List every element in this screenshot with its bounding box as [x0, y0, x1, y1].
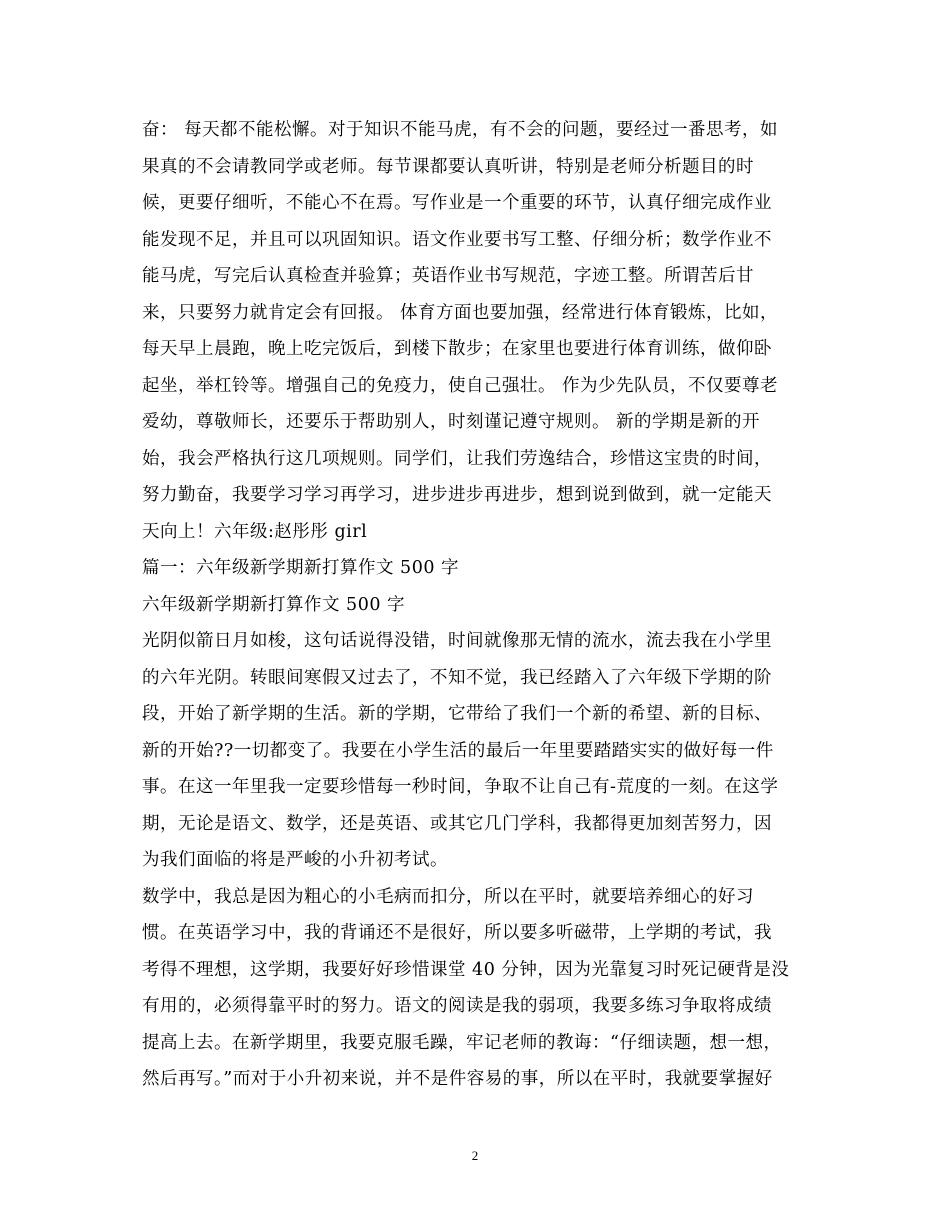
text-line: 起坐，举杠铃等。增强自己的免疫力，使自己强壮。 作为少先队员，不仅要尊老	[142, 375, 779, 396]
body-text	[142, 112, 808, 1098]
text-line: 事。在这一年里我一定要珍惜每一秒时间，争取不让自己有-荒度的一刻。在这学	[142, 777, 779, 797]
text-line: 考得不理想，这学期，我要好好珍惜课堂 40 分钟，因为光靠复习时死记硬背是没	[142, 959, 790, 980]
text-line: 候，更要仔细听，不能心不在焉。写作业是一个重要的环节，认真仔细完成作业	[142, 193, 772, 213]
text-line: 期，无论是语文、数学，还是英语、或其它几门学科，我都得更加刻苦努力，因	[142, 813, 772, 834]
text-line: 每天早上晨跑，晚上吃完饭后，到楼下散步；在家里也要进行体育训练，做仰卧	[142, 339, 772, 359]
text-line: 数学中，我总是因为粗心的小毛病而扣分，所以在平时，就要培养细心的好习	[142, 886, 754, 907]
text-line: 提高上去。在新学期里，我要克服毛躁，牢记老师的教诲：“仔细读题，想一想，	[142, 1032, 782, 1053]
text-line: 能发现不足，并且可以巩固知识。语文作业要书写工整、仔细分析；数学作业不	[142, 229, 772, 250]
text-line: 果真的不会请教同学或老师。每节课都要认真听讲，特别是老师分析题目的时	[142, 156, 754, 177]
text-line: 为我们面临的将是严峻的小升初考试。	[142, 850, 448, 870]
page-number: 2	[471, 1148, 479, 1163]
text-line: 有用的，必须得靠平时的努力。语文的阅读是我的弱项，我要多练习争取将成绩	[142, 996, 772, 1016]
text-line: 天向上！六年级:赵彤彤 girl	[142, 521, 368, 542]
text-line: 段，开始了新学期的生活。新的学期，它带给了我们一个新的希望、新的目标、	[142, 704, 772, 724]
text-line: 奋： 每天都不能松懈。对于知识不能马虎，有不会的问题，要经过一番思考，如	[142, 120, 779, 140]
text-line: 惯。在英语学习中，我的背诵还不是很好，所以要多听磁带，上学期的考试，我	[142, 923, 772, 943]
section-heading: 篇一：六年级新学期新打算作文 500 字	[142, 558, 460, 578]
text-line: 光阴似箭日月如梭，这句话说得没错，时间就像那无情的流水，流去我在小学里	[142, 631, 772, 651]
text-line: 的六年光阴。转眼间寒假又过去了，不知不觉，我已经踏入了六年级下学期的阶	[142, 667, 772, 688]
text-line: 努力勤奋，我要学习学习再学习，进步进步再进步，想到说到做到，就一定能天	[142, 485, 772, 505]
text-line: 来，只要努力就肯定会有回报。 体育方面也要加强，经常进行体育锻炼，比如，	[142, 302, 779, 323]
text-line: 始，我会严格执行这几项规则。同学们，让我们劳逸结合，珍惜这宝贵的时间，	[142, 448, 772, 469]
text-line: 爱幼，尊敬师长，还要乐于帮助别人，时刻谨记遵守规则。 新的学期是新的开	[142, 412, 761, 432]
text-line: 新的开始??一切都变了。我要在小学生活的最后一年里要踏踏实实的做好每一件	[142, 740, 774, 761]
essay-title: 六年级新学期新打算作文 500 字	[142, 594, 406, 615]
text-line: 能马虎，写完后认真检查并验算；英语作业书写规范，字迹工整。所谓苦后甘	[142, 266, 754, 286]
text-line: 然后再写。”而对于小升初来说，并不是件容易的事，所以在平时，我就要掌握好	[142, 1069, 773, 1089]
